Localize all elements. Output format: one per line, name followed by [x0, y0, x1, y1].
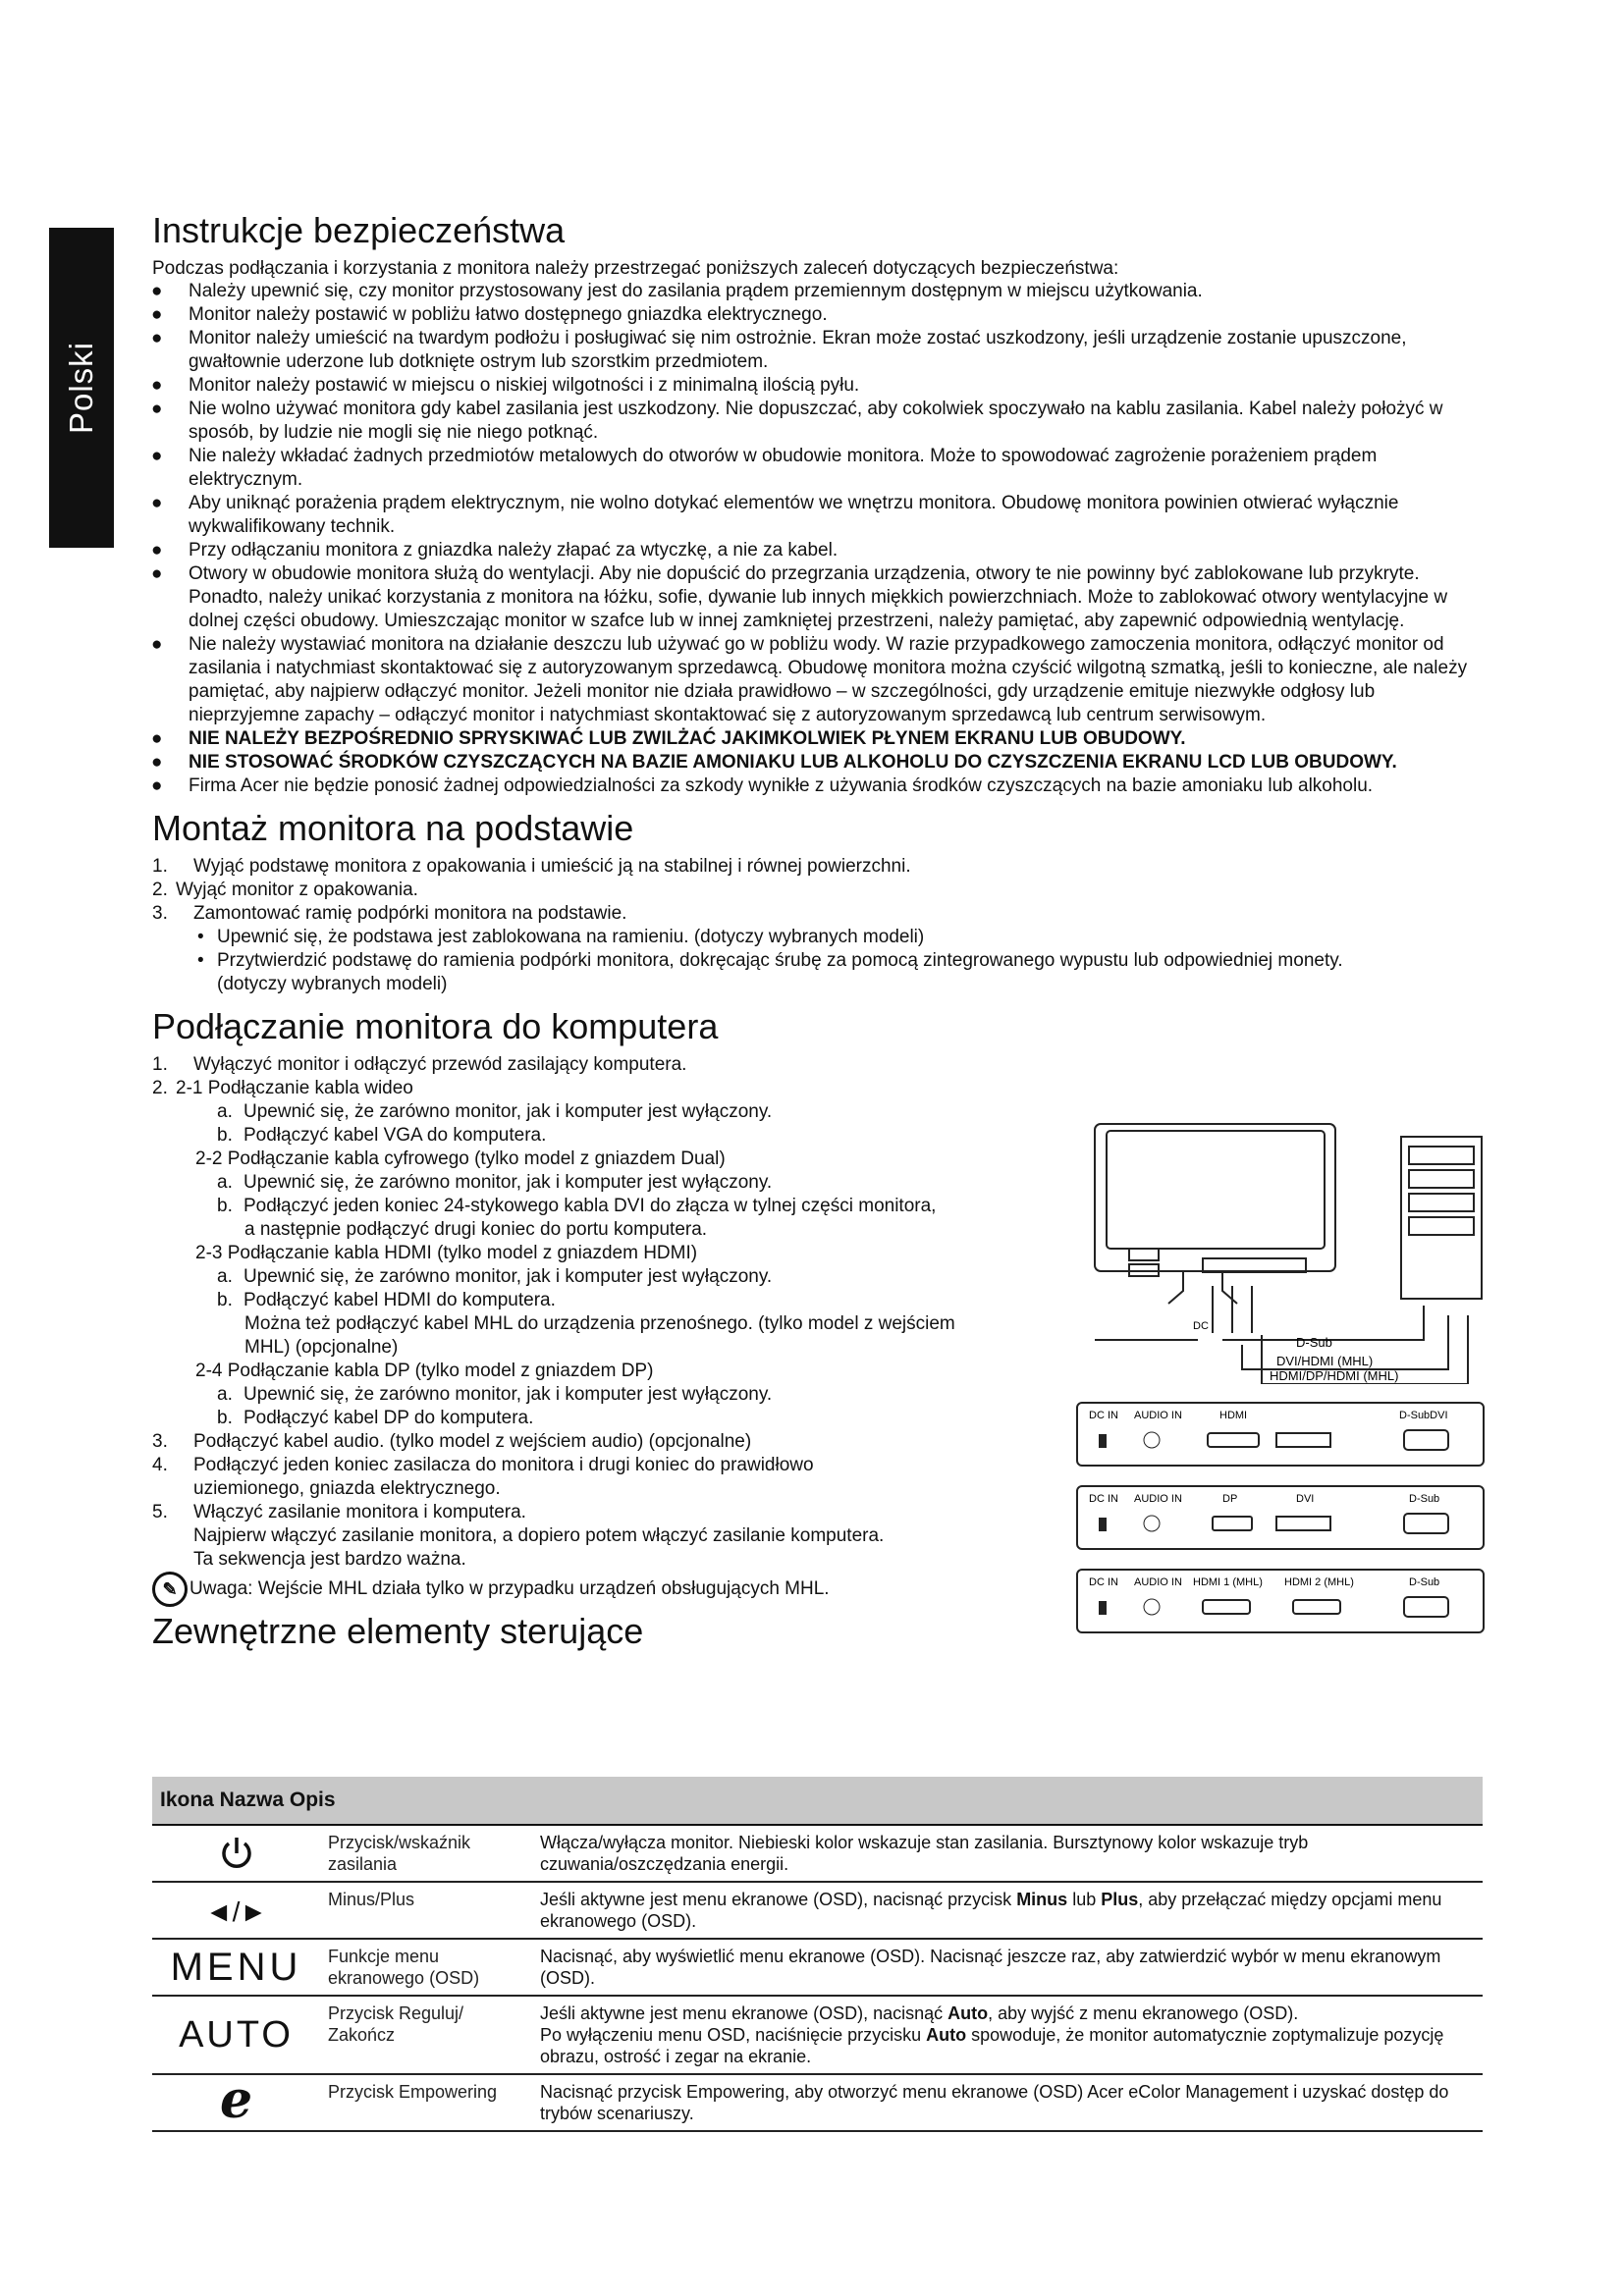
connect-step-1: Wyłączyć monitor i odłączyć przewód zasilający komputera. — [193, 1054, 687, 1075]
table-row: AUTO Przycisk Reguluj/ Zakończ Jeśli aktywne jest menu ekranowe (OSD), nacisnąć Auto, aby wyjść z menu ekranowego (OSD). Po wyłączeniu menu OSD, naciśnięcie przycisku Auto spowoduje, że monitor automatycznie zoptymalizuje pozycję obrazu, ostrość i zegar na ekranie. — [152, 1996, 1483, 2074]
list-item: ● Monitor należy postawić w pobliżu łatwo dostępnego gniazdka elektrycznego. — [152, 303, 1483, 327]
table-header: Ikona Nazwa Opis — [152, 1777, 1483, 1825]
port-panel-hdmi1-hdmi2-dsub — [1075, 1568, 1488, 1636]
list-item: ● NIE STOSOWAĆ ŚRODKÓW CZYSZCZĄCYCH NA BAZIE AMONIAKU LUB ALKOHOLU DO CZYSZCZENIA EKRANU LCD LUB OBUDOWY. — [152, 751, 1483, 774]
safety-title: Instrukcje bezpieczeństwa — [152, 210, 566, 250]
list-item: ● Nie należy wkładać żadnych przedmiotów metalowych do otworów w obudowie monitora. Może to spowodować zagrożenie porażeniem prądem elektrycznym. — [152, 445, 1483, 492]
connect-title: Podłączanie monitora do komputera — [152, 1006, 719, 1046]
mhl-note: ✎ Uwaga: Wejście MHL działa tylko w przypadku urządzeń obsługujących MHL. — [152, 1572, 1056, 1607]
svg-text:DC: DC — [1193, 1320, 1209, 1332]
mount-sub-item: • Upewnić się, że podstawa jest zablokowana na ramieniu. (dotyczy wybranych modeli) — [152, 926, 1483, 949]
svg-text:DP: DP — [1222, 1493, 1238, 1505]
svg-text:AUDIO IN: AUDIO IN — [1134, 1493, 1182, 1505]
svg-text:D-Sub: D-Sub — [1409, 1576, 1440, 1588]
empowering-e-icon: e — [219, 2069, 253, 2130]
svg-text:HDMI/DP/HDMI (MHL): HDMI/DP/HDMI (MHL) — [1270, 1368, 1399, 1383]
port-panel-hdmi-dsub-dvi — [1075, 1401, 1488, 1469]
controls-title: Zewnętrzne elementy sterujące — [152, 1611, 644, 1651]
mount-step: 2. Wyjąć monitor z opakowania. — [152, 880, 418, 900]
svg-text:D-Sub: D-Sub — [1409, 1493, 1440, 1505]
table-row: MENU Funkcje menu ekranowego (OSD) Nacisnąć, aby wyświetlić menu ekranowe (OSD). Nacisnąć jeszcze raz, aby zatwierdzić wybór w menu ekranowym (OSD). — [152, 1939, 1483, 1996]
connect-steps: 1. Wyłączyć monitor i odłączyć przewód zasilający komputera. 2. 2-1 Podłączanie kabla wideo a. Upewnić się, że zarówno monitor, jak i komputer jest wyłączony. b. Podłączyć kabel VGA do komputera. 2-2 Podłączanie kabla cyfrowego (tylko model z gniazdem Dual) a. Upewnić się, że zarówno monitor, jak i komputer jest wyłączony. b. Podłączyć jeden koniec 24-stykowego kabla DVI do złącza w tylnej części monitora, a następnie podłączyć drugi koniec do portu komputera. 2-3 Podłączanie kabla HDMI (tylko model z gniazdem HDMI) a. Upewnić się, że zarówno monitor, jak i komputer jest wyłączony. b. Podłączyć kabel HDMI do komputera. Można też podłączyć kabel MHL do urządzenia przenośnego. (tylko model z wejściem MHL) (opcjonalne) 2-4 Podłączanie kabla DP (tylko model z gniazdem DP) a. Upewnić się, że zarówno monitor, jak i komputer jest wyłączony. b. Podłączyć kabel DP do komputera. 3. Podłączyć kabel audio. (tylko model z wejściem audio) (opcjonalne) 4. Podłączyć jeden koniec zasilacza do monitora i drugi koniec do prawidłowo uziemionego, gniazda elektrycznego. 5. Włączyć zasilanie monitora i komputera. Najpierw włączyć zasilanie monitora, a dopiero potem włączyć zasilanie komputera. Ta sekwencja jest bardzo ważna. ✎ Uwaga: Wejście MHL działa tylko w przypadku urządzeń obsługujących MHL. — [152, 1053, 1056, 1607]
monitor-pc-illustration — [1075, 1119, 1488, 1384]
mount-step: 1. Wyjąć podstawę monitora z opakowania i umieścić ją na stabilnej i równej powierzchni. — [152, 856, 911, 877]
svg-text:HDMI 1 (MHL): HDMI 1 (MHL) — [1193, 1576, 1263, 1588]
list-item: ● Monitor należy umieścić na twardym podłożu i posługiwać się nim ostrożnie. Ekran może zostać uszkodzony, jeśli urządzenie zostanie upuszczone, gwałtownie uderzone lub dotknięte ostrym lub szorstkim przedmiotem. — [152, 327, 1483, 374]
auto-icon: AUTO — [179, 2014, 294, 2056]
mount-title: Montaż monitora na podstawie — [152, 808, 634, 848]
svg-text:DC IN: DC IN — [1089, 1493, 1118, 1505]
svg-text:D-Sub: D-Sub — [1296, 1335, 1332, 1350]
table-row: Przycisk/wskaźnik zasilania Włącza/wyłącza monitor. Niebieski kolor wskazuje stan zasilania. Bursztynowy kolor wskazuje tryb czuwania/oszczędzania energii. — [152, 1825, 1483, 1882]
controls-table — [152, 1777, 1483, 2132]
svg-text:HDMI 2 (MHL): HDMI 2 (MHL) — [1284, 1576, 1354, 1588]
list-item: ● Przy odłączaniu monitora z gniazdka należy złapać za wtyczkę, a nie za kabel. — [152, 539, 1483, 562]
safety-intro: Podczas podłączania i korzystania z monitora należy przestrzegać poniższych zaleceń dotyczących bezpieczeństwa: — [152, 258, 1119, 279]
svg-text:AUDIO IN: AUDIO IN — [1134, 1576, 1182, 1588]
connection-diagram — [1075, 1119, 1488, 1641]
svg-text:AUDIO IN: AUDIO IN — [1134, 1410, 1182, 1421]
connect-step-2: 2-1 Podłączanie kabla wideo — [176, 1078, 413, 1098]
minus-plus-icon: ◄/► — [204, 1896, 268, 1927]
svg-text:DVI/HDMI (MHL): DVI/HDMI (MHL) — [1276, 1354, 1374, 1368]
port-panel-dp-dvi-dsub — [1075, 1484, 1488, 1553]
mount-sub-item: • Przytwierdzić podstawę do ramienia podpórki monitora, dokręcając śrubę za pomocą zintegrowanego wypustu lub odpowiedniej monety. — [152, 949, 1483, 973]
list-item: ● Należy upewnić się, czy monitor przystosowany jest do zasilania prądem przemiennym dostępnym w miejscu użytkowania. — [152, 280, 1483, 303]
list-item: ● Aby uniknąć porażenia prądem elektrycznym, nie wolno dotykać elementów we wnętrzu monitora. Obudowę monitora powinien otwierać wyłącznie wykwalifikowany technik. — [152, 492, 1483, 539]
language-side-tab — [49, 228, 114, 548]
svg-text:HDMI: HDMI — [1219, 1410, 1248, 1421]
language-label: Polski — [63, 341, 99, 435]
svg-text:DVI: DVI — [1296, 1493, 1315, 1505]
list-item: ● Nie wolno używać monitora gdy kabel zasilania jest uszkodzony. Nie dopuszczać, aby cokolwiek spoczywało na kablu zasilania. Kabel należy położyć w sposób, by ludzie nie mogli się nie niego potknąć. — [152, 398, 1483, 445]
list-item: ● Monitor należy postawić w miejscu o niskiej wilgotności i z minimalną ilością pyłu. — [152, 374, 1483, 398]
svg-text:DC IN: DC IN — [1089, 1410, 1118, 1421]
mount-sub-tail: (dotyczy wybranych modeli) — [217, 974, 448, 994]
table-row: e Przycisk Empowering Nacisnąć przycisk Empowering, aby otworzyć menu ekranowe (OSD) Acer eColor Management i uzyskać dostęp do trybów scenariuszy. — [152, 2074, 1483, 2131]
mount-step: 3. Zamontować ramię podpórki monitora na podstawie. — [152, 903, 627, 924]
table-row: ◄/► Minus/Plus Jeśli aktywne jest menu ekranowe (OSD), nacisnąć przycisk Minus lub Plus, aby przełączać między opcjami menu ekranowego (OSD). — [152, 1882, 1483, 1939]
list-item: ● NIE NALEŻY BEZPOŚREDNIO SPRYSKIWAĆ LUB ZWILŻAĆ JAKIMKOLWIEK PŁYNEM EKRANU LUB OBUDOWY. — [152, 727, 1483, 751]
menu-icon: MENU — [170, 1945, 302, 1989]
list-item: ● Nie należy wystawiać monitora na działanie deszczu lub używać go w pobliżu wody. W razie przypadkowego zamoczenia monitora, odłączyć monitor od zasilania i natychmiast skontaktować się z autoryzowanym sprzedawcą. Obudowę monitora można czyścić wilgotną szmatką, jeśli to konieczne, ale należy pamiętać, aby najpierw odłączyć monitor. Jeżeli monitor nie działa prawidłowo – w szczególności, gdy urządzenie emituje niezwykłe odgłosy lub nieprzyjemne zapachy – odłączyć monitor i natychmiast skontaktować się z autoryzowanym sprzedawcą lub centrum serwisowym. — [152, 633, 1483, 727]
list-item: ● Firma Acer nie będzie ponosić żadnej odpowiedzialności za szkody wynikłe z używania środków czyszczących na bazie amoniaku lub alkoholu. — [152, 774, 1483, 798]
svg-text:DC IN: DC IN — [1089, 1576, 1118, 1588]
safety-list — [152, 280, 1483, 798]
power-icon — [217, 1841, 256, 1882]
svg-text:D-SubDVI: D-SubDVI — [1399, 1410, 1448, 1421]
note-icon: ✎ — [152, 1572, 188, 1607]
list-item: ● Otwory w obudowie monitora służą do wentylacji. Aby nie dopuścić do przegrzania urządzenia, otwory te nie powinny być zablokowane lub przykryte. Ponadto, należy unikać korzystania z monitora na łóżku, sofie, dywanie lub innych miękkich powierzchniach. Może to zablokować otwory wentylacyjne w dolnej części obudowy. Umieszczając monitor w szafce lub w innej zamkniętej przestrzeni, należy pamiętać, aby zapewnić odpowiednią wentylację. — [152, 562, 1483, 633]
